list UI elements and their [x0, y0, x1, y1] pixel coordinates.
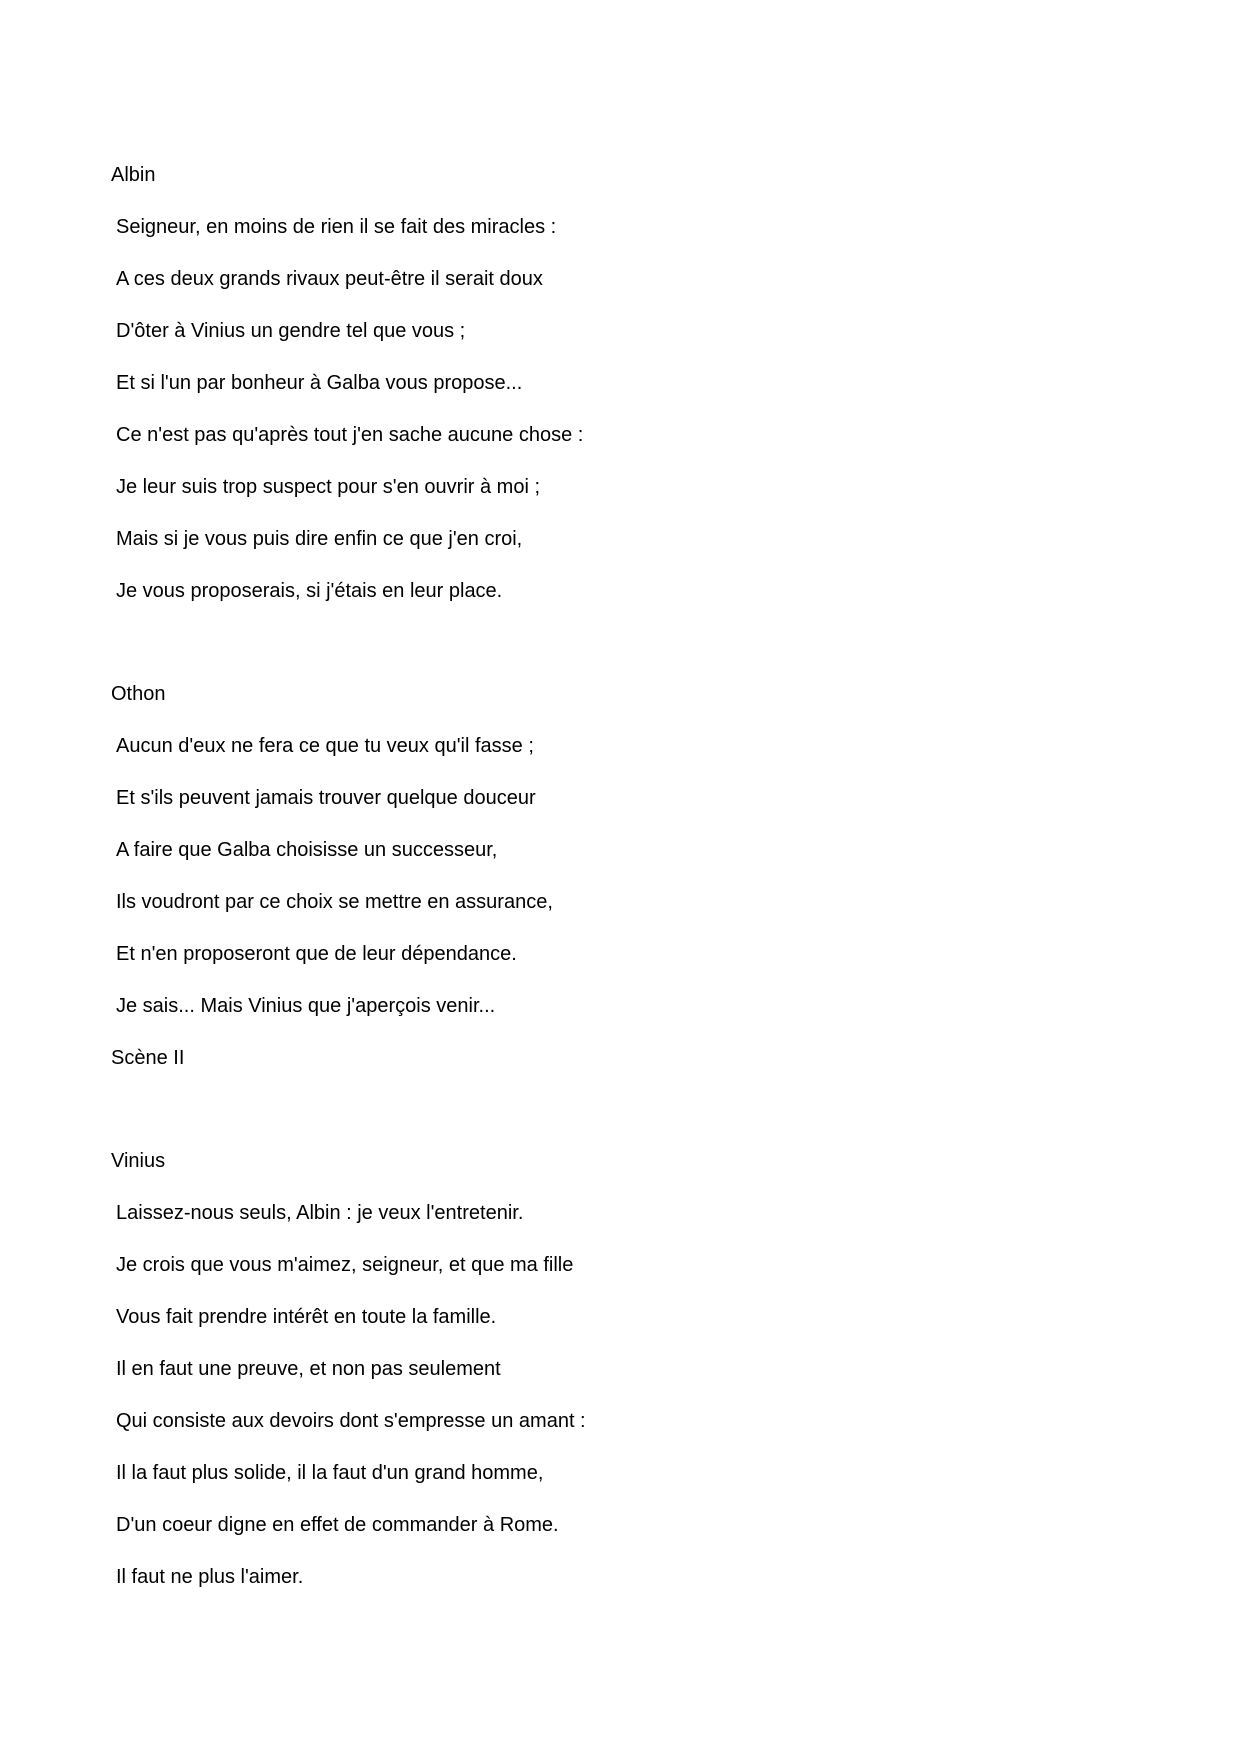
verse-line: D'un coeur digne en effet de commander à Rome. [116, 1514, 559, 1536]
verse-line: Je vous proposerais, si j'étais en leur place. [116, 580, 503, 602]
verse-line: A ces deux grands rivaux peut-être il serait doux [116, 268, 543, 290]
verse-line: A faire que Galba choisisse un successeur, [116, 839, 498, 861]
verse-line: Je leur suis trop suspect pour s'en ouvrir à moi ; [116, 476, 541, 498]
verse-line: Mais si je vous puis dire enfin ce que j'en croi, [116, 528, 523, 550]
verse-line: Il faut ne plus l'aimer. [116, 1566, 304, 1588]
verse-line: Laissez-nous seuls, Albin : je veux l'entretenir. [116, 1202, 524, 1224]
verse-line: Ils voudront par ce choix se mettre en assurance, [116, 891, 553, 913]
verse-line: Et n'en proposeront que de leur dépendance. [116, 943, 517, 965]
verse-line: Aucun d'eux ne fera ce que tu veux qu'il fasse ; [116, 735, 534, 757]
verse-line: Il en faut une preuve, et non pas seulement [116, 1358, 501, 1380]
verse-line: Qui consiste aux devoirs dont s'empresse un amant : [116, 1410, 586, 1432]
speaker-name: Vinius [111, 1150, 166, 1172]
verse-line: Je crois que vous m'aimez, seigneur, et que ma fille [116, 1254, 574, 1276]
speaker-name: Othon [111, 683, 166, 705]
verse-line: Il la faut plus solide, il la faut d'un grand homme, [116, 1462, 544, 1484]
verse-line: Je sais... Mais Vinius que j'aperçois venir... [116, 995, 496, 1017]
verse-line: Vous fait prendre intérêt en toute la famille. [116, 1306, 497, 1328]
verse-line: Et s'ils peuvent jamais trouver quelque douceur [116, 787, 536, 809]
verse-line: D'ôter à Vinius un gendre tel que vous ; [116, 320, 466, 342]
verse-line: Et si l'un par bonheur à Galba vous propose... [116, 372, 523, 394]
verse-line: Ce n'est pas qu'après tout j'en sache aucune chose : [116, 424, 584, 446]
speaker-name: Albin [111, 164, 156, 186]
verse-line: Seigneur, en moins de rien il se fait des miracles : [116, 216, 557, 238]
scene-heading: Scène II [111, 1047, 185, 1069]
